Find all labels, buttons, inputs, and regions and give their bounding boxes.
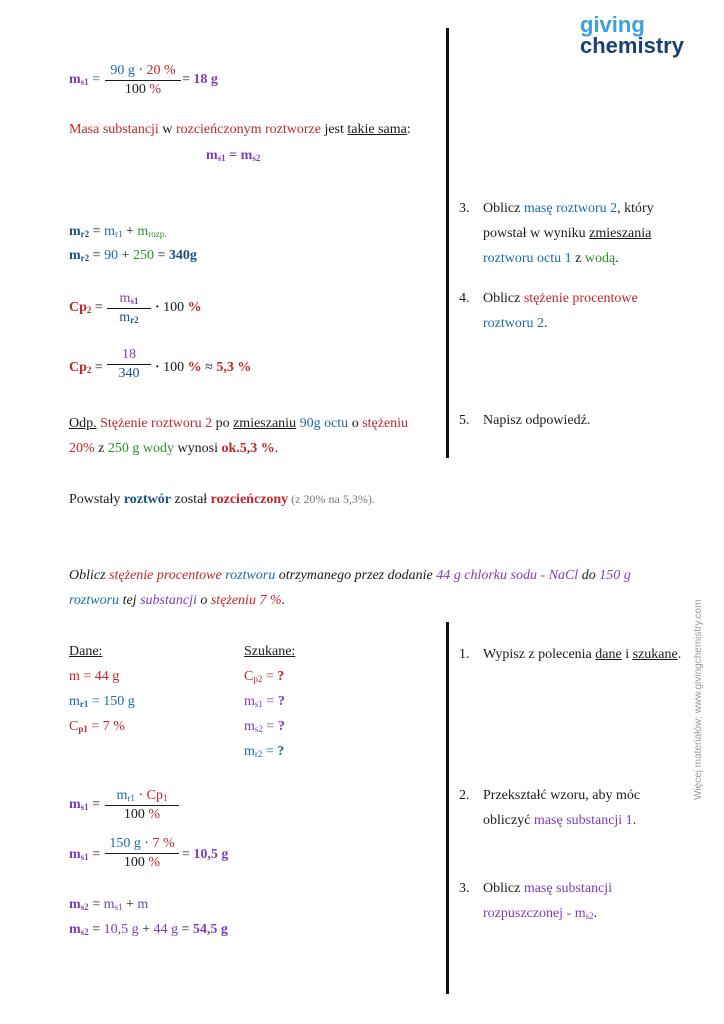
logo-line2: chemistry (580, 33, 684, 58)
task1-step-4: 4. Oblicz stężenie procentowe roztworu 2. (459, 291, 638, 331)
task2-step-1: 1. Wypisz z polecenia dane i szukane. (459, 647, 682, 662)
t2-ms2-calc: $m_{s2} = 10,5$ g + 44 g = 54,5 g (69, 922, 228, 937)
ms-equality: $m_{s1} = m_{s2}$ (206, 148, 261, 163)
t2-ms2-formula: $m_{s2} = m_{s1} + m$ (69, 897, 149, 912)
giving-chemistry-logo (580, 14, 684, 56)
divider-line-top (446, 28, 449, 458)
cp2-formula-label: $Cp_2$ = (69, 300, 103, 315)
mr2-formula: $m_{r2} = m_{r1} + m_{rozp.}$ (69, 224, 167, 239)
t2-ms1-formula-fraction: $\frac{m_{r1} \cdot Cp_1}{100 \%}$ (105, 788, 179, 823)
szukane-ms2: $m_{s2}$ = ? (244, 719, 285, 734)
side-note: Więcej materiałów: www.givingchemistry.com (693, 599, 704, 800)
szukane-header: Szukane: (244, 644, 296, 659)
mr2-calc: $m_{r2} = 90 + 250 = 340g$ (69, 248, 197, 263)
ms1-fraction: $\frac{90 g \cdot 20 \%}{100 \%}$ (105, 63, 181, 98)
task2-step-2: 2. Przekształć wzoru, aby móc obliczyć masę substancji 1. (459, 788, 641, 828)
t2-ms1-calc-result: = 10,5 g (182, 847, 229, 862)
t2-ms1-formula-label: $m_{s1}$ = (69, 797, 101, 812)
answer-line2: 20% z 250 g wody wynosi ok.5,3 %. (69, 441, 279, 456)
t2-ms1-calc-fraction: $\frac{150 g \cdot 7 \%}{100 \%}$ (105, 836, 179, 871)
dane-header: Dane: (69, 644, 103, 659)
cp2-calc-label: $Cp_2$ = (69, 360, 103, 375)
logo-line1: giving (580, 12, 645, 37)
divider-line-bottom (446, 622, 449, 994)
cp2-formula-fraction: $\frac{m_{s1}}{m_{r2}}$ (107, 291, 151, 326)
ms1-label: $m_{s1}$ = (69, 72, 101, 87)
task2-prompt-line2: roztworu tej substancji o stężeniu 7 %. (69, 593, 286, 608)
answer-line1: Odp. Stężenie roztworu 2 po zmieszaniu 90g octu o stężeniu (69, 416, 409, 431)
ms1-result: = 18 g (182, 72, 218, 87)
cp2-formula-tail: · 100 % (155, 300, 202, 315)
dane-mr1: $m_{r1} = 150$ g (69, 694, 135, 709)
task2-step-3: 3. Oblicz masę substancji rozpuszczonej - $m_{s2}$. (459, 881, 613, 921)
cp2-calc-tail: · 100 % ≈ 5,3 % (155, 360, 252, 375)
t2-ms1-calc-label: $m_{s1}$ = (69, 847, 101, 862)
dane-cp1: $C_{p1} = 7$ % (69, 719, 125, 734)
task2-prompt-line1: Oblicz stężenie procentowe roztworu otrzymanego przez dodanie 44 g chlorku sodu - NaCl do 150 g (69, 568, 631, 583)
szukane-cp2: $C_{p2}$ = ? (244, 669, 285, 684)
task1-step-5: 5. Napisz odpowiedź. (459, 413, 591, 428)
dane-m: m = 44 g (69, 669, 120, 684)
mass-sentence: Masa substancji w rozcieńczonym roztworze jest takie sama: (69, 122, 411, 137)
szukane-mr2: $m_{r2}$ = ? (244, 744, 285, 759)
cp2-calc-fraction: $\frac{18}{340}$ (107, 347, 151, 382)
task1-step-3: 3. Oblicz masę roztworu 2, który powstał w wyniku zmieszania roztworu octu 1 z wodą. (459, 201, 654, 266)
szukane-ms1: $m_{s1}$ = ? (244, 694, 285, 709)
summary-line: Powstały roztwór został rozcieńczony (z 20% na 5,3%). (69, 492, 375, 507)
